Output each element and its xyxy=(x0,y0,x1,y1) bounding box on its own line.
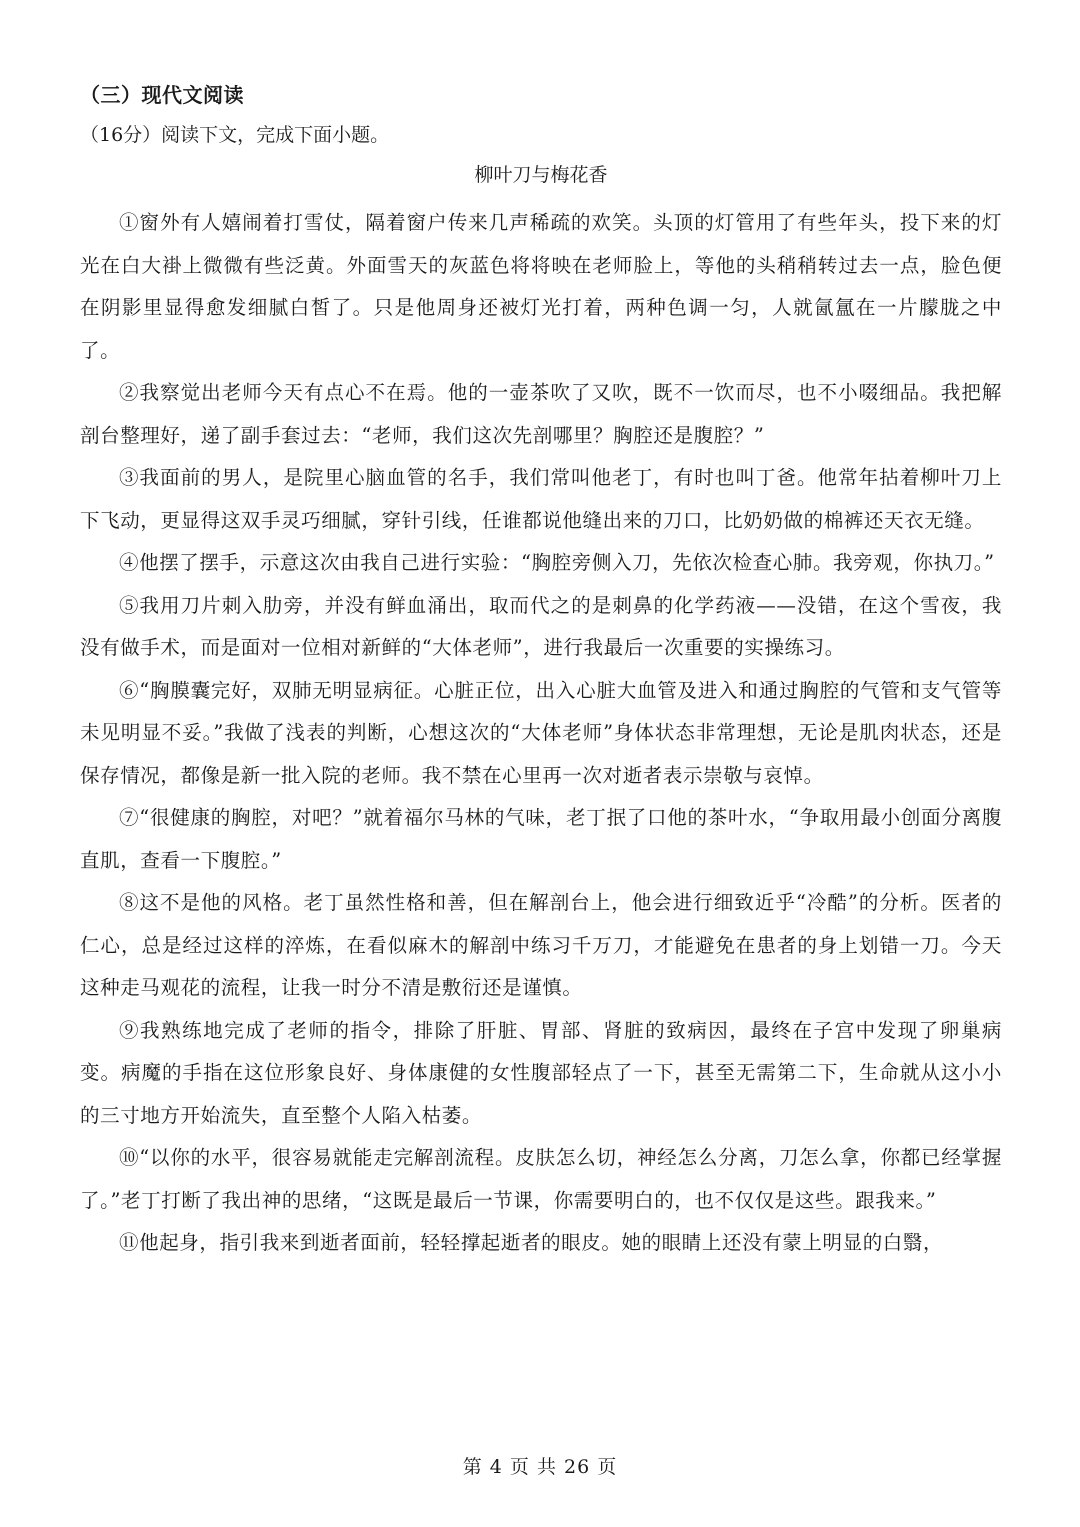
paragraph-9: ⑨我熟练地完成了老师的指令，排除了肝脏、胃部、肾脏的致病因，最终在子宫中发现了卵巢病变。病魔的手指在这位形象良好、身体康健的女性腹部轻点了一下，甚至无需第二下，生命就从这小小的三寸地方开始流失，直至整个人陷入枯萎。 xyxy=(80,1018,1002,1127)
passage-title: 柳叶刀与梅花香 xyxy=(474,164,608,186)
page-footer: 第 4 页 共 26 页 xyxy=(462,1456,618,1478)
paragraph-5: ⑤我用刀片刺入肋旁，并没有鲜血涌出，取而代之的是刺鼻的化学药液——没错，在这个雪夜，我没有做手术，而是面对一位相对新鲜的“大体老师”，进行我最后一次重要的实操练习。 xyxy=(80,593,1002,659)
section-heading: （三）现代文阅读 xyxy=(80,83,244,107)
paragraph-10: ⑩“以你的水平，很容易就能走完解剖流程。皮肤怎么切，神经怎么分离，刀怎么拿，你都已经掌握了。”老丁打断了我出神的思绪，“这既是最后一节课，你需要明白的，也不仅仅是这些。跟我来。” xyxy=(80,1146,1002,1212)
paragraph-11: ⑪他起身，指引我来到逝者面前，轻轻撑起逝者的眼皮。她的眼睛上还没有蒙上明显的白翳， xyxy=(119,1231,944,1254)
paragraph-6: ⑥“胸膜囊完好，双肺无明显病征。心脏正位，出入心脏大血管及进入和通过胸腔的气管和支气管等未见明显不妥。”我做了浅表的判断，心想这次的“大体老师”身体状态非常理想，无论是肌肉状态，还是保存情况，都像是新一批入院的老师。我不禁在心里再一次对逝者表示崇敬与哀悼。 xyxy=(80,678,1002,787)
paragraph-3: ③我面前的男人，是院里心脑血管的名手，我们常叫他老丁，有时也叫丁爸。他常年拈着柳叶刀上下飞动，更显得这双手灵巧细腻，穿针引线，任谁都说他缝出来的刀口，比奶奶做的棉裤还天衣无缝。 xyxy=(80,466,1002,532)
paragraph-4: ④他摆了摆手，示意这次由我自己进行实验：“胸腔旁侧入刀，先依次检查心肺。我旁观，你执刀。” xyxy=(119,551,995,574)
paragraph-2: ②我察觉出老师今天有点心不在焉。他的一壶茶吹了又吹，既不一饮而尽，也不小啜细品。我把解剖台整理好，递了副手套过去：“老师，我们这次先剖哪里？胸腔还是腹腔？” xyxy=(80,381,1002,447)
paragraph-1: ①窗外有人嬉闹着打雪仗，隔着窗户传来几声稀疏的欢笑。头顶的灯管用了有些年头，投下来的灯光在白大褂上微微有些泛黄。外面雪天的灰蓝色将将映在老师脸上，等他的头稍稍转过去一点，脸色便在阴影里显得愈发细腻白皙了。只是他周身还被灯光打着，两种色调一匀，人就氤氲在一片朦胧之中了。 xyxy=(80,211,1002,362)
document-page xyxy=(80,80,1002,1265)
paragraph-7: ⑦“很健康的胸腔，对吧？”就着福尔马林的气味，老丁抿了口他的茶叶水，“争取用最小创面分离腹直肌，查看一下腹腔。” xyxy=(80,806,1002,872)
paragraph-8: ⑧这不是他的风格。老丁虽然性格和善，但在解剖台上，他会进行细致近乎“冷酷”的分析。医者的仁心，总是经过这样的淬炼，在看似麻木的解剖中练习千万刀，才能避免在患者的身上划错一刀。今天这种走马观花的流程，让我一时分不清是敷衍还是谨慎。 xyxy=(80,891,1002,999)
instruction-text: （16分）阅读下文，完成下面小题。 xyxy=(80,124,390,146)
